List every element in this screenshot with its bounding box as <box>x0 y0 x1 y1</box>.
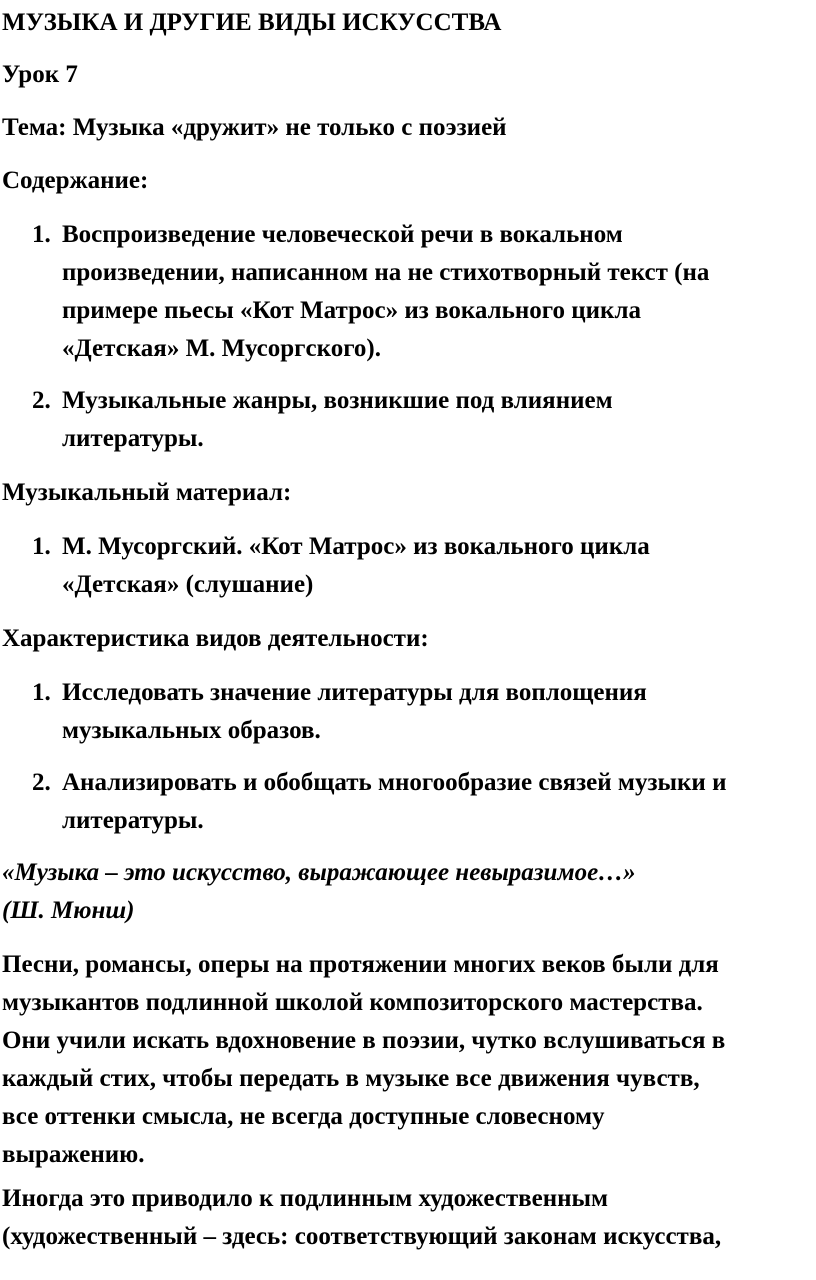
activities-label: Характеристика видов деятельности: <box>2 625 429 652</box>
document-heading: МУЗЫКА И ДРУГИЕ ВИДЫ ИСКУССТВА <box>2 9 502 36</box>
activities-item-2-line-2: литературы. <box>62 807 204 834</box>
activities-list <box>0 674 816 840</box>
epigraph-quote <box>2 854 636 930</box>
content-item-1-line-3: примере пьесы «Кот Матрос» из вокального цикла <box>62 297 641 324</box>
paragraph-2-line-1: Иногда это приводило к подлинным художественным <box>2 1185 609 1212</box>
content-item-1-line-1: Воспроизведение человеческой речи в вокальном <box>62 221 623 248</box>
list-number: 1. <box>32 221 51 248</box>
paragraph-1-line-2: музыкантов подлинной школой композиторского мастерства. <box>2 989 703 1016</box>
material-item-1-line-1: М. Мусоргский. «Кот Матрос» из вокального цикла <box>62 533 650 560</box>
activities-item-1 <box>0 674 816 750</box>
list-number: 2. <box>32 769 51 796</box>
paragraph-1-line-3: Они учили искать вдохновение в поэзии, чутко вслушиваться в <box>2 1027 726 1054</box>
content-item-2 <box>0 382 816 458</box>
lesson-topic: Тема: Музыка «дружит» не только с поэзией <box>2 114 507 141</box>
material-item-1 <box>0 528 816 604</box>
list-number: 1. <box>32 679 51 706</box>
paragraph-1-line-1: Песни, романсы, оперы на протяжении многих веков были для <box>2 951 719 978</box>
paragraph-1-line-6: выражению. <box>2 1141 145 1168</box>
quote-author: (Ш. Мюнш) <box>2 897 135 924</box>
material-label: Музыкальный материал: <box>2 479 292 506</box>
list-number: 2. <box>32 387 51 414</box>
list-number: 1. <box>32 533 51 560</box>
content-item-1-line-4: «Детская» М. Мусоргского). <box>62 335 382 362</box>
paragraph-2-line-2: (художественный – здесь: соответствующий законам искусства, <box>2 1223 722 1250</box>
body-paragraph-1 <box>2 946 725 1174</box>
activities-item-2 <box>0 764 816 840</box>
body-paragraph-2 <box>2 1180 721 1256</box>
paragraph-1-line-4: каждый стих, чтобы передать в музыке все движения чувств, <box>2 1065 700 1092</box>
activities-item-2-line-1: Анализировать и обобщать многообразие связей музыки и <box>62 769 727 796</box>
material-item-1-line-2: «Детская» (слушание) <box>62 571 314 598</box>
lesson-number: Урок 7 <box>2 61 78 88</box>
material-list <box>0 528 816 604</box>
content-item-1 <box>0 216 816 368</box>
content-item-1-line-2: произведении, написанном на не стихотворный текст (на <box>62 259 710 286</box>
activities-item-1-line-1: Исследовать значение литературы для воплощения <box>62 679 647 706</box>
content-list <box>0 216 816 458</box>
activities-item-1-line-2: музыкальных образов. <box>62 717 321 744</box>
content-item-2-line-1: Музыкальные жанры, возникшие под влиянием <box>62 387 613 414</box>
paragraph-1-line-5: все оттенки смысла, не всегда доступные словесному <box>2 1103 605 1130</box>
quote-text: «Музыка – это искусство, выражающее невыразимое…» <box>2 859 636 886</box>
content-label: Содержание: <box>2 167 149 194</box>
content-item-2-line-2: литературы. <box>62 425 204 452</box>
